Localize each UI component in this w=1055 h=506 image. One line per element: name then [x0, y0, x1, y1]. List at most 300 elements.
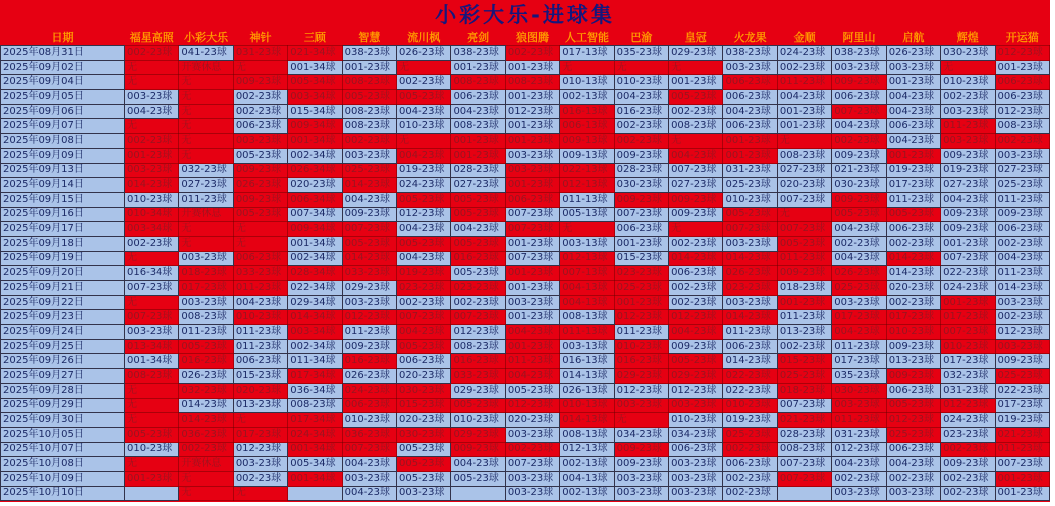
data-cell: 011-23球 [614, 325, 668, 340]
data-cell: 004-23球 [505, 369, 559, 384]
data-cell: 004-13球 [560, 471, 614, 486]
data-cell: 020-23球 [288, 178, 342, 193]
data-cell: 025-23球 [995, 178, 1050, 193]
data-cell: 031-23球 [832, 427, 886, 442]
data-cell: 020-23球 [397, 369, 451, 384]
data-cell: 003-23球 [832, 295, 886, 310]
data-cell: 002-23球 [125, 46, 179, 61]
data-cell: 003-34球 [288, 90, 342, 105]
data-cell: 无 [179, 119, 233, 134]
data-cell: 003-34球 [288, 325, 342, 340]
table-row [1, 413, 1050, 428]
data-cell: 031-23球 [941, 383, 995, 398]
data-cell: 013-23球 [777, 325, 831, 340]
table-row [1, 251, 1050, 266]
data-cell: 009-23球 [886, 369, 940, 384]
data-cell: 无 [179, 236, 233, 251]
data-cell: 005-23球 [397, 471, 451, 486]
data-cell: 025-23球 [777, 369, 831, 384]
column-header: 三顾 [303, 31, 326, 44]
data-cell: 005-23球 [451, 471, 505, 486]
data-cell: 004-23球 [397, 222, 451, 237]
data-cell: 009-23球 [941, 148, 995, 163]
data-cell: 012-23球 [669, 310, 723, 325]
data-cell: 014-13球 [560, 369, 614, 384]
data-cell: 011-23球 [995, 442, 1050, 457]
data-cell: 007-23球 [125, 281, 179, 296]
table-row [1, 163, 1050, 178]
data-cell: 005-23球 [233, 207, 287, 222]
data-cell: 004-23球 [886, 104, 940, 119]
table-row [1, 46, 1050, 61]
data-cell: 005-23球 [397, 442, 451, 457]
data-cell: 016-23球 [614, 104, 668, 119]
data-cell: 009-23球 [233, 75, 287, 90]
data-cell: 030-23球 [832, 383, 886, 398]
data-cell: 015-23球 [233, 369, 287, 384]
data-cell: 030-23球 [941, 46, 995, 61]
date-cell: 2025年09月16日 [1, 207, 125, 222]
data-cell: 006-23球 [886, 119, 940, 134]
data-cell: 008-23球 [342, 119, 396, 134]
data-cell: 031-23球 [723, 163, 777, 178]
data-cell: 020-23球 [777, 178, 831, 193]
data-cell: 005-23球 [451, 266, 505, 281]
data-cell: 028-23球 [614, 163, 668, 178]
data-cell: 001-23球 [941, 295, 995, 310]
data-cell: 004-23球 [397, 251, 451, 266]
data-cell: 025-23球 [614, 281, 668, 296]
data-cell: 009-23球 [614, 148, 668, 163]
data-cell: 027-23球 [669, 178, 723, 193]
data-cell: 005-23球 [179, 339, 233, 354]
data-cell: 008-23球 [669, 119, 723, 134]
data-cell: 005-23球 [723, 207, 777, 222]
data-cell: 001-23球 [995, 486, 1050, 501]
data-cell: 029-23球 [451, 383, 505, 398]
date-cell: 2025年09月22日 [1, 295, 125, 310]
data-cell: 010-23球 [723, 192, 777, 207]
data-cell: 016-13球 [560, 354, 614, 369]
table-row [1, 207, 1050, 222]
data-cell: 027-23球 [451, 178, 505, 193]
data-cell: 026-13球 [560, 383, 614, 398]
data-cell: 001-23球 [505, 178, 559, 193]
data-cell: 002-23球 [614, 134, 668, 149]
data-cell: 009-23球 [342, 207, 396, 222]
data-cell: 009-23球 [614, 442, 668, 457]
data-cell: 007-23球 [505, 251, 559, 266]
table-row [1, 90, 1050, 105]
data-cell: 012-13球 [560, 442, 614, 457]
data-cell: 015-34球 [288, 104, 342, 119]
data-cell: 021-34球 [288, 46, 342, 61]
data-cell: 001-23球 [505, 119, 559, 134]
data-cell: 002-23球 [886, 236, 940, 251]
data-cell: 001-23球 [451, 148, 505, 163]
data-cell: 无 [125, 251, 179, 266]
date-cell: 2025年09月15日 [1, 192, 125, 207]
data-cell: 003-23球 [669, 486, 723, 501]
data-cell: 009-23球 [614, 457, 668, 472]
data-cell: 016-23球 [614, 354, 668, 369]
data-cell: 012-23球 [451, 325, 505, 340]
data-cell: 022-13球 [560, 163, 614, 178]
data-cell: 008-23球 [451, 339, 505, 354]
data-cell: 003-23球 [233, 457, 287, 472]
data-cell: 005-23球 [397, 90, 451, 105]
data-cell: 009-23球 [233, 163, 287, 178]
data-cell: 016-13球 [560, 104, 614, 119]
table-row [1, 192, 1050, 207]
date-cell: 2025年09月06日 [1, 104, 125, 119]
data-cell: 005-23球 [451, 236, 505, 251]
data-cell: 008-23球 [777, 148, 831, 163]
data-cell: 011-23球 [179, 325, 233, 340]
data-cell: 010-13球 [560, 398, 614, 413]
data-cell: 004-23球 [451, 222, 505, 237]
data-cell: 无 [179, 148, 233, 163]
data-cell: 041-23球 [179, 46, 233, 61]
data-cell: 007-23球 [505, 222, 559, 237]
data-cell: 025-23球 [995, 369, 1050, 384]
data-cell: 002-23球 [995, 236, 1050, 251]
data-cell: 009-13球 [560, 134, 614, 149]
data-cell: 008-23球 [342, 104, 396, 119]
data-cell: 004-13球 [560, 281, 614, 296]
data-cell: 034-23球 [614, 427, 668, 442]
data-cell: 009-34球 [288, 119, 342, 134]
table-row [1, 369, 1050, 384]
data-cell: 003-23球 [505, 486, 559, 501]
data-cell: 030-23球 [614, 178, 668, 193]
data-cell: 无 [233, 486, 287, 501]
data-cell: 017-23球 [886, 310, 940, 325]
data-cell: 002-23球 [505, 442, 559, 457]
data-cell: 007-23球 [125, 310, 179, 325]
data-cell: 003-23球 [614, 398, 668, 413]
data-cell: 011-23球 [886, 192, 940, 207]
data-cell: 011-23球 [233, 281, 287, 296]
data-cell: 027-23球 [777, 163, 831, 178]
data-cell: 023-23球 [941, 427, 995, 442]
column-header: 火龙果 [733, 31, 767, 44]
data-cell: 007-23球 [777, 471, 831, 486]
data-cell: 022-23球 [723, 383, 777, 398]
data-cell: 029-23球 [614, 369, 668, 384]
data-cell: 036-34球 [288, 383, 342, 398]
data-cell: 012-23球 [832, 442, 886, 457]
data-cell: 010-23球 [397, 119, 451, 134]
data-cell: 003-23球 [723, 60, 777, 75]
data-cell: 019-23球 [397, 163, 451, 178]
data-cell: 001-23球 [451, 60, 505, 75]
data-cell: 无 [669, 134, 723, 149]
date-cell: 2025年09月30日 [1, 413, 125, 428]
data-cell: 027-23球 [179, 178, 233, 193]
data-cell: 017-23球 [832, 354, 886, 369]
date-cell: 2025年09月07日 [1, 119, 125, 134]
data-cell: 无 [397, 134, 451, 149]
data-cell: 011-23球 [233, 339, 287, 354]
data-cell: 025-23球 [832, 281, 886, 296]
data-cell: 012-23球 [995, 325, 1050, 340]
data-cell: 010-23球 [941, 339, 995, 354]
data-cell [777, 486, 831, 501]
data-cell: 011-23球 [505, 354, 559, 369]
data-cell: 019-23球 [941, 163, 995, 178]
data-cell: 017-23球 [941, 354, 995, 369]
data-cell: 017-23球 [233, 427, 287, 442]
data-cell: 038-23球 [832, 46, 886, 61]
data-cell: 012-23球 [886, 413, 940, 428]
data-cell: 020-23球 [505, 413, 559, 428]
column-header: 智慧 [358, 31, 381, 44]
data-cell: 021-23球 [777, 413, 831, 428]
data-cell: 011-13球 [560, 192, 614, 207]
data-cell: 无 [397, 60, 451, 75]
table-row [1, 134, 1050, 149]
data-cell: 无 [669, 60, 723, 75]
data-cell: 002-23球 [233, 90, 287, 105]
data-cell: 004-23球 [397, 104, 451, 119]
data-cell: 无 [179, 134, 233, 149]
data-cell: 006-23球 [886, 442, 940, 457]
data-cell: 001-34球 [288, 236, 342, 251]
data-cell: 005-23球 [886, 207, 940, 222]
data-cell: 010-13球 [560, 75, 614, 90]
date-cell: 2025年09月20日 [1, 266, 125, 281]
data-cell: 012-23球 [505, 398, 559, 413]
data-cell: 002-23球 [397, 75, 451, 90]
data-cell: 004-23球 [125, 104, 179, 119]
data-cell: 011-23球 [777, 310, 831, 325]
data-cell: 无 [179, 486, 233, 501]
data-cell: 002-23球 [723, 471, 777, 486]
data-cell: 009-23球 [995, 354, 1050, 369]
data-cell: 010-23球 [723, 398, 777, 413]
data-cell: 002-23球 [941, 486, 995, 501]
table-row [1, 60, 1050, 75]
data-cell: 002-23球 [451, 295, 505, 310]
data-cell: 002-34球 [288, 148, 342, 163]
data-cell: 001-23球 [505, 266, 559, 281]
data-cell: 012-23球 [614, 310, 668, 325]
column-header: 福星高照 [129, 31, 174, 44]
data-cell: 002-23球 [723, 486, 777, 501]
table-row [1, 310, 1050, 325]
data-cell: 001-23球 [342, 60, 396, 75]
table-row [1, 148, 1050, 163]
data-cell: 004-23球 [342, 192, 396, 207]
data-cell: 009-23球 [451, 442, 505, 457]
data-cell: 007-23球 [832, 104, 886, 119]
data-cell: 008-23球 [505, 75, 559, 90]
data-cell: 021-23球 [832, 163, 886, 178]
data-cell: 009-23球 [832, 192, 886, 207]
data-cell: 001-23球 [777, 295, 831, 310]
data-cell: 011-23球 [233, 325, 287, 340]
table-row [1, 266, 1050, 281]
data-cell: 029-34球 [288, 295, 342, 310]
data-cell: 011-23球 [995, 266, 1050, 281]
data-cell: 004-23球 [941, 192, 995, 207]
data-cell: 001-34球 [125, 354, 179, 369]
column-header: 巴渝 [630, 31, 653, 44]
date-cell: 2025年09月09日 [1, 148, 125, 163]
data-cell: 017-34球 [288, 369, 342, 384]
data-cell: 007-13球 [560, 266, 614, 281]
date-cell: 2025年09月17日 [1, 222, 125, 237]
data-cell: 020-23球 [397, 413, 451, 428]
data-cell: 026-34球 [288, 163, 342, 178]
data-cell: 004-23球 [451, 457, 505, 472]
data-cell: 开赛休息 [179, 207, 233, 222]
data-cell: 023-23球 [723, 281, 777, 296]
data-cell: 004-23球 [669, 148, 723, 163]
data-cell: 010-23球 [233, 310, 287, 325]
date-cell: 2025年10月05日 [1, 427, 125, 442]
data-cell: 018-23球 [777, 383, 831, 398]
table-row [1, 325, 1050, 340]
data-cell: 无 [614, 413, 668, 428]
data-cell: 无 [125, 60, 179, 75]
data-cell: 009-23球 [832, 75, 886, 90]
data-cell: 004-23球 [233, 295, 287, 310]
data-cell: 001-23球 [125, 471, 179, 486]
data-cell: 017-23球 [886, 178, 940, 193]
data-cell: 009-23球 [233, 192, 287, 207]
data-cell: 009-23球 [941, 207, 995, 222]
data-cell: 013-23球 [233, 398, 287, 413]
data-cell: 002-23球 [723, 442, 777, 457]
data-cell: 024-23球 [941, 281, 995, 296]
table-row [1, 178, 1050, 193]
table-row [1, 383, 1050, 398]
table-row [1, 427, 1050, 442]
data-cell: 010-23球 [342, 413, 396, 428]
data-cell: 001-23球 [995, 471, 1050, 486]
data-cell: 无 [179, 471, 233, 486]
data-cell: 004-23球 [832, 222, 886, 237]
data-cell: 009-23球 [995, 207, 1050, 222]
data-cell: 005-23球 [342, 90, 396, 105]
data-cell: 033-23球 [342, 266, 396, 281]
data-cell: 024-23球 [941, 413, 995, 428]
data-cell: 014-23球 [723, 310, 777, 325]
column-header: 日期 [51, 31, 74, 44]
data-cell: 008-13球 [560, 427, 614, 442]
table-row [1, 354, 1050, 369]
data-cell: 038-23球 [342, 46, 396, 61]
data-cell: 004-23球 [723, 104, 777, 119]
data-cell: 019-23球 [886, 163, 940, 178]
data-cell: 027-23球 [941, 178, 995, 193]
data-cell: 006-23球 [995, 90, 1050, 105]
data-cell: 015-23球 [777, 354, 831, 369]
data-cell: 022-23球 [941, 266, 995, 281]
data-cell: 004-23球 [342, 486, 396, 501]
table-row [1, 442, 1050, 457]
data-cell: 014-23球 [886, 251, 940, 266]
column-header: 小彩大乐 [184, 31, 229, 44]
data-cell: 004-23球 [777, 90, 831, 105]
data-cell: 027-23球 [995, 163, 1050, 178]
data-cell: 024-34球 [288, 427, 342, 442]
data-cell: 026-23球 [397, 46, 451, 61]
column-header: 人工智能 [564, 31, 609, 44]
data-cell: 002-23球 [832, 134, 886, 149]
data-cell: 002-23球 [125, 236, 179, 251]
data-cell: 003-23球 [995, 295, 1050, 310]
data-cell: 016-23球 [451, 354, 505, 369]
table-row [1, 339, 1050, 354]
data-cell: 006-23球 [233, 354, 287, 369]
data-cell: 012-13球 [560, 251, 614, 266]
data-cell: 003-23球 [995, 148, 1050, 163]
table-row [1, 486, 1050, 501]
column-header: 金顺 [793, 31, 816, 44]
data-cell: 005-23球 [886, 398, 940, 413]
data-cell: 025-23球 [886, 427, 940, 442]
data-cell: 006-23球 [723, 457, 777, 472]
data-cell: 010-23球 [614, 339, 668, 354]
data-cell: 028-23球 [451, 163, 505, 178]
data-cell: 009-23球 [669, 339, 723, 354]
data-cell: 024-23球 [777, 46, 831, 61]
data-cell: 002-23球 [179, 442, 233, 457]
data-cell: 003-23球 [505, 148, 559, 163]
data-cell: 007-23球 [397, 310, 451, 325]
data-cell: 003-23球 [505, 295, 559, 310]
data-cell [451, 486, 505, 501]
data-cell: 010-23球 [451, 413, 505, 428]
data-cell: 004-23球 [397, 148, 451, 163]
data-cell: 002-34球 [288, 251, 342, 266]
data-cell: 035-23球 [614, 46, 668, 61]
data-cell: 009-13球 [560, 148, 614, 163]
table-row [1, 104, 1050, 119]
column-header: 流川枫 [407, 31, 441, 44]
data-cell: 012-13球 [560, 178, 614, 193]
data-cell: 004-23球 [451, 104, 505, 119]
data-cell: 017-34球 [288, 413, 342, 428]
data-cell: 002-23球 [777, 339, 831, 354]
data-cell: 006-23球 [886, 383, 940, 398]
data-cell: 018-23球 [179, 266, 233, 281]
data-cell: 无 [179, 75, 233, 90]
data-cell: 001-23球 [777, 104, 831, 119]
data-cell: 020-23球 [233, 383, 287, 398]
date-cell: 2025年09月19日 [1, 251, 125, 266]
data-cell: 001-23球 [995, 60, 1050, 75]
data-cell: 003-23球 [886, 486, 940, 501]
data-cell: 002-23球 [886, 295, 940, 310]
data-cell: 014-23球 [179, 398, 233, 413]
data-cell: 006-23球 [505, 192, 559, 207]
data-cell: 003-34球 [125, 222, 179, 237]
data-cell: 038-23球 [451, 46, 505, 61]
data-cell: 009-23球 [342, 339, 396, 354]
data-cell: 004-23球 [832, 119, 886, 134]
data-cell: 028-34球 [288, 266, 342, 281]
data-cell: 010-23球 [125, 442, 179, 457]
data-cell: 029-23球 [342, 281, 396, 296]
data-cell: 030-23球 [397, 383, 451, 398]
data-cell: 002-23球 [832, 236, 886, 251]
data-cell: 003-23球 [669, 471, 723, 486]
data-cell: 021-23球 [995, 427, 1050, 442]
